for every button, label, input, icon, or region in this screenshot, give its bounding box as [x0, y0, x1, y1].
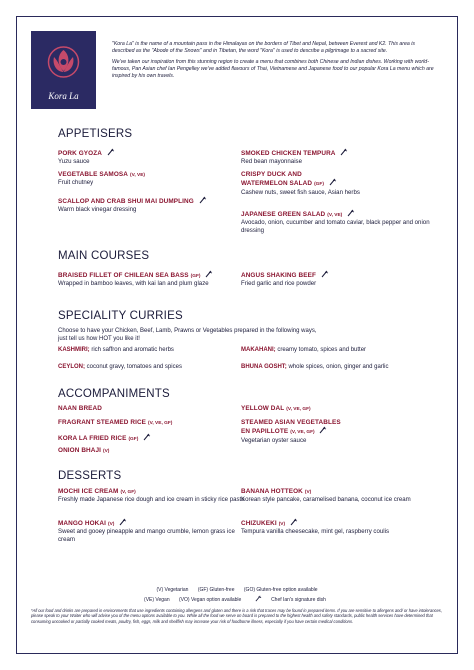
menu-item [58, 419, 248, 427]
chili-icon [119, 518, 127, 528]
item-description: Sweet and gooey pineapple and mango crumble, lemon grass ice cream [58, 528, 235, 543]
curry-option [241, 347, 431, 355]
menu-item [58, 196, 258, 214]
item-name: CHIZUKEKI [241, 519, 277, 527]
curry-description: rich saffron and aromatic herbs [89, 347, 174, 353]
curries-note-line-2: just tell us how HOT you like it! [58, 336, 140, 342]
item-tags: (GF) [128, 436, 139, 442]
legend-vegan-option: (VO) Vegan option available [179, 597, 242, 604]
item-description: Freshly made Japanese rice dough and ice cream in sticky rice paste [58, 496, 245, 504]
item-name: STEAMED ASIAN VEGETABLES [241, 419, 341, 426]
item-name: MANGO HOKAI [58, 519, 106, 527]
chili-icon [290, 518, 298, 528]
legend-signature-label: Chef Ian's signature dish [271, 597, 326, 604]
item-tags: (V, VE) [327, 212, 343, 218]
item-tags: (V, VE, GF) [148, 421, 173, 426]
legend-vegetarian: (V) Vegetarian [156, 587, 189, 593]
item-tags: (V, VE) [130, 173, 146, 178]
chili-icon [143, 433, 151, 443]
curry-option [241, 364, 431, 372]
item-name: KORA LA FRIED RICE [58, 434, 127, 442]
menu-item [58, 171, 248, 187]
curry-name: MAKAHANI; [241, 347, 276, 353]
legend-vegan: (VE) Vegan [144, 597, 170, 604]
menu-item [241, 419, 431, 444]
menu-item [241, 405, 431, 413]
menu-item [241, 148, 431, 166]
item-name-line-2: EN PAPILLOTE [241, 428, 289, 436]
item-description: Korean style pancake, caramelised banana, coconut ice cream [241, 496, 411, 504]
intro-paragraph-2: We've taken our inspiration from this stunning region to create a menu that combines both Chinese and Indian dishes. Working with world-famous, Pan Asian chef Ian Pengelley we've added flavours of Thai, Vietnamese and Japanese food to our popular Kora La menu which are inspired by his own travels. [112, 59, 434, 79]
menu-item [241, 209, 431, 234]
curry-option [58, 347, 248, 355]
chili-icon [205, 270, 213, 280]
item-tags: (V) [103, 449, 110, 454]
item-description: Avocado, onion, cucumber and tomato caviar, black pepper and onion dressing [241, 219, 430, 234]
menu-item [58, 270, 243, 288]
item-description: Fried garlic and rice powder [241, 280, 317, 288]
item-description: Red bean mayonnaise [241, 158, 302, 166]
item-name: BRAISED FILLET OF CHILEAN SEA BASS [58, 271, 189, 279]
item-tags: (V, GF) [120, 490, 136, 495]
curry-description: creamy tomato, spices and butter [275, 347, 367, 353]
item-name: ONION BHAJI [58, 447, 101, 454]
menu-item [58, 447, 248, 455]
curry-description: whole spices, onion, ginger and garlic [286, 364, 389, 370]
item-tags: (V, VE, GF) [286, 407, 311, 412]
legend-gluten-free-option: (GO) Gluten-free option available [243, 587, 318, 593]
menu-item [58, 488, 248, 504]
item-name: SMOKED CHICKEN TEMPURA [241, 149, 336, 157]
section-title-desserts: DESSERTS [58, 470, 122, 482]
section-title-speciality-curries: SPECIALITY CURRIES [58, 310, 183, 322]
item-description: Yuzu sauce [58, 158, 90, 166]
item-name: BANANA HOTTEOK [241, 488, 303, 495]
chili-icon [319, 426, 327, 436]
legend-signature [251, 597, 330, 603]
menu-item [58, 405, 248, 412]
chili-icon [255, 595, 262, 605]
curry-name: CEYLON; [58, 364, 85, 370]
item-description: Tempura vanilla cheesecake, mint gel, raspberry coulis [241, 528, 390, 536]
item-name: JAPANESE GREEN SALAD [241, 210, 326, 218]
item-name: FRAGRANT STEAMED RICE [58, 419, 147, 426]
chili-icon [340, 148, 348, 158]
chili-icon [347, 209, 355, 219]
intro-paragraph-1: "Kora La" is the name of a mountain pass in the Himalayas on the borders of Tibet and Nepal, between Everest and K2. This area is described as the "Abode of the Snows" and in Tibetan, the word "Kora" is used to describe a pilgrimage to a sacred site. [112, 41, 415, 54]
curry-option [58, 364, 248, 372]
menu-item [58, 148, 248, 166]
chili-icon [107, 148, 115, 158]
menu-item [58, 518, 248, 543]
item-name: MOCHI ICE CREAM [58, 488, 119, 495]
curry-name: BHUNA GOSHT; [241, 364, 287, 370]
item-tags: (GF) [314, 182, 324, 188]
section-title-main-courses: MAIN COURSES [58, 250, 150, 262]
item-name: NAAN BREAD [58, 405, 102, 412]
item-name: ANGUS SHAKING BEEF [241, 271, 316, 279]
section-title-appetisers: APPETISERS [58, 128, 133, 140]
kora-la-logo [31, 31, 96, 109]
item-name: YELLOW DAL [241, 405, 285, 412]
item-tags: (V) [304, 490, 312, 495]
curries-note-line-1: Choose to have your Chicken, Beef, Lamb, Prawns or Vegetables prepared in the following ways, [58, 328, 317, 334]
menu-item [241, 270, 431, 288]
item-description: Wrapped in bamboo leaves, with kai lan and plum glaze [58, 280, 209, 288]
legend-gluten-free: (GF) Gluten-free [197, 587, 235, 593]
intro-text [112, 41, 438, 84]
curry-description: coconut gravy, tomatoes and spices [85, 364, 182, 370]
curry-name: KASHMIRI; [58, 347, 90, 353]
item-tags: (V, VE, GF) [290, 430, 315, 436]
section-title-accompaniments: ACCOMPANIMENTS [58, 388, 170, 400]
item-name: SCALLOP AND CRAB SHUI MAI DUMPLING [58, 197, 194, 205]
dietary-legend-line-1 [0, 587, 474, 594]
item-description: Cashew nuts, sweet fish sauce, Asian herbs [241, 188, 360, 196]
menu-item [241, 488, 431, 504]
dietary-legend-line-2 [0, 595, 474, 605]
item-name: PORK GYOZA [58, 149, 102, 157]
menu-item [241, 518, 431, 536]
lotus-emblem-icon [45, 41, 82, 83]
item-name: VEGETABLE SAMOSA [58, 171, 129, 178]
chili-icon [329, 178, 337, 188]
logo-text: Kora La [48, 91, 79, 101]
item-description: Warm black vinegar dressing [58, 206, 137, 214]
allergen-disclaimer: *All our food and drinks are prepared in environments that use ingredients containing allergens and gluten and there is a risk that traces may be found in prepared items. If you are sensitive to allergens and/ or have intolerances, please speak to your Waiter who will advise you of the menu options available to you. While all the food we serve on board is prepared to the highest health and safety standards, public health services have determined that consuming uncooked or partially cooked meats, poultry, fish, eggs, milk and shellfish may increase your risk of foodborne illness, especially if you have certain medical conditions. [31, 608, 442, 624]
menu-item [241, 171, 431, 196]
item-tags: (V) [107, 521, 115, 527]
item-description: Fruit chutney [58, 179, 94, 187]
item-name: CRISPY DUCK AND [241, 171, 302, 178]
item-tags: (V) [278, 521, 286, 527]
chili-icon [321, 270, 329, 280]
menu-item [58, 433, 248, 443]
item-description: Vegetarian oyster sauce [241, 436, 307, 444]
chili-icon [199, 196, 207, 206]
item-name-line-2: WATERMELON SALAD [241, 180, 313, 188]
item-tags: (GF) [190, 273, 201, 279]
